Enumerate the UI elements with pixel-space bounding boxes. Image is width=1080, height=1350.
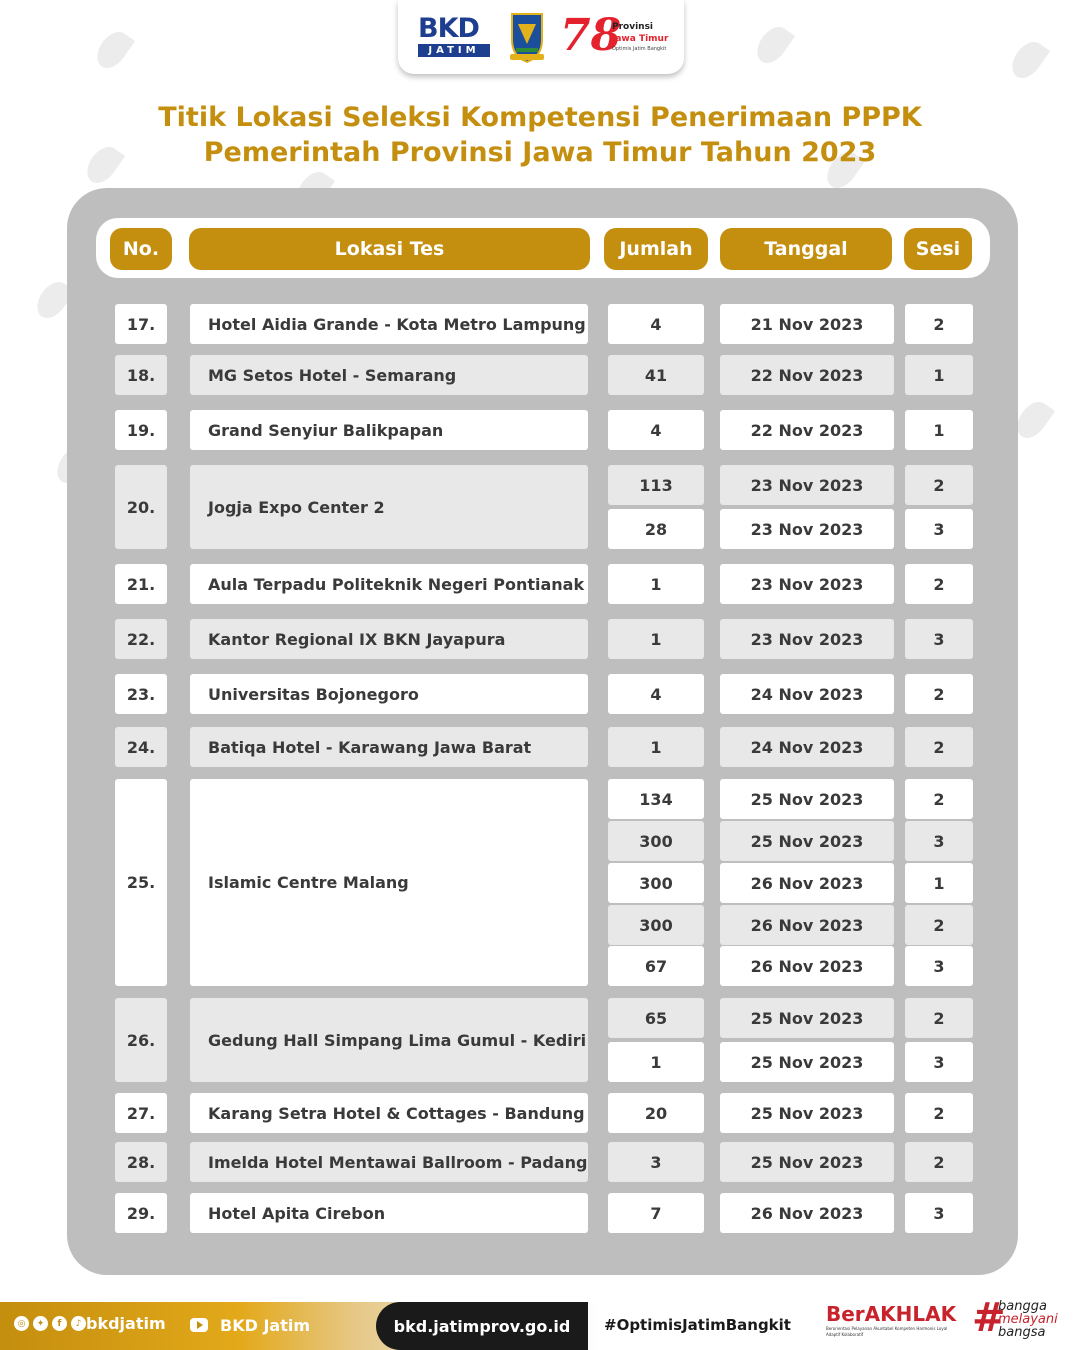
title-line-1: Titik Lokasi Seleksi Kompetensi Penerimaan PPPK [158,102,922,133]
row-sesi: 2 [905,304,973,344]
row-tanggal: 24 Nov 2023 [720,727,894,767]
row-sesi: 2 [905,727,973,767]
row-jumlah: 65 [608,998,704,1038]
row-sesi: 1 [905,863,973,903]
bangga-melayani-bangsa-logo: # bangga melayani bangsa [972,1295,1058,1341]
row-number: 18. [115,355,167,395]
row-tanggal: 26 Nov 2023 [720,946,894,986]
row-jumlah: 300 [608,863,704,903]
row-tanggal: 24 Nov 2023 [720,674,894,714]
row-sesi: 3 [905,509,973,549]
row-jumlah: 4 [608,304,704,344]
berakhlak-subtitle: Berorientasi Pelayanan Akuntabel Kompeten Harmonis Loyal Adaptif Kolaboratif [826,1326,948,1337]
instagram-icon[interactable]: ◎ [14,1316,29,1331]
row-tanggal: 25 Nov 2023 [720,821,894,861]
row-number: 26. [115,998,167,1082]
row-number: 25. [115,779,167,986]
row-tanggal: 26 Nov 2023 [720,905,894,945]
leaf-decoration [91,26,135,74]
row-sesi: 1 [905,410,973,450]
hashtag: #OptimisJatimBangkit [604,1316,791,1334]
row-sesi: 1 [905,355,973,395]
column-header-tanggal: Tanggal [720,228,892,270]
row-jumlah: 20 [608,1093,704,1133]
bkd-logo-subtext: JATIM [418,44,490,57]
row-sesi: 3 [905,1193,973,1233]
row-jumlah: 1 [608,564,704,604]
row-jumlah: 4 [608,674,704,714]
anniversary-line2: Jawa Timur [612,34,669,44]
row-jumlah: 3 [608,1142,704,1182]
row-number: 21. [115,564,167,604]
youtube-icon[interactable] [190,1318,208,1332]
row-tanggal: 26 Nov 2023 [720,1193,894,1233]
row-location: Aula Terpadu Politeknik Negeri Pontianak [190,564,588,604]
row-tanggal: 23 Nov 2023 [720,564,894,604]
column-header-jumlah: Jumlah [604,228,708,270]
row-tanggal: 25 Nov 2023 [720,998,894,1038]
row-sesi: 2 [905,1093,973,1133]
row-number: 24. [115,727,167,767]
bkd-logo-text: BKD [418,13,479,44]
youtube-channel[interactable]: BKD Jatim [220,1316,310,1335]
row-jumlah: 67 [608,946,704,986]
tiktok-icon[interactable]: ♪ [71,1316,86,1331]
row-location: Hotel Aidia Grande - Kota Metro Lampung [190,304,588,344]
row-jumlah: 1 [608,619,704,659]
row-sesi: 2 [905,779,973,819]
column-header-sesi: Sesi [904,228,972,270]
row-location: Jogja Expo Center 2 [190,465,588,549]
leaf-decoration [751,21,795,69]
row-jumlah: 4 [608,410,704,450]
row-tanggal: 22 Nov 2023 [720,410,894,450]
row-location: Kantor Regional IX BKN Jayapura [190,619,588,659]
berakhlak-logo [826,1302,956,1342]
row-location: Karang Setra Hotel & Cottages - Bandung [190,1093,588,1133]
anniversary-number: 78 [560,10,622,61]
row-sesi: 2 [905,998,973,1038]
bangga-word-2: melayani [998,1312,1058,1327]
title-line-2: Pemerintah Provinsi Jawa Timur Tahun 2023 [203,137,877,168]
twitter-icon[interactable]: ✦ [33,1316,48,1331]
row-tanggal: 23 Nov 2023 [720,619,894,659]
row-sesi: 3 [905,1042,973,1082]
east-java-crest-icon [508,10,546,64]
row-jumlah: 7 [608,1193,704,1233]
column-header-no: No. [110,228,172,270]
row-tanggal: 25 Nov 2023 [720,1093,894,1133]
row-sesi: 3 [905,821,973,861]
social-handle[interactable]: bkdjatim [86,1314,166,1333]
row-jumlah: 134 [608,779,704,819]
row-number: 28. [115,1142,167,1182]
row-tanggal: 23 Nov 2023 [720,509,894,549]
row-location: Grand Senyiur Balikpapan [190,410,588,450]
row-number: 20. [115,465,167,549]
leaf-decoration [1006,36,1050,84]
row-number: 22. [115,619,167,659]
page-title [0,100,1080,170]
row-sesi: 2 [905,465,973,505]
anniversary-line1: Provinsi [612,22,654,32]
website-url[interactable]: bkd.jatimprov.go.id [376,1302,588,1350]
bangga-word-3: bangsa [998,1325,1046,1340]
bkd-jatim-logo [418,14,494,60]
anniversary-line3: Optimis Jatim Bangkit [612,46,667,52]
row-tanggal: 21 Nov 2023 [720,304,894,344]
row-number: 27. [115,1093,167,1133]
row-sesi: 3 [905,619,973,659]
bangga-word-1: bangga [998,1299,1047,1314]
row-number: 29. [115,1193,167,1233]
row-location: MG Setos Hotel - Semarang [190,355,588,395]
row-jumlah: 113 [608,465,704,505]
row-tanggal: 23 Nov 2023 [720,465,894,505]
row-tanggal: 26 Nov 2023 [720,863,894,903]
logo-header [398,0,684,74]
row-tanggal: 22 Nov 2023 [720,355,894,395]
anniversary-78-logo [560,10,670,64]
row-tanggal: 25 Nov 2023 [720,1042,894,1082]
facebook-icon[interactable]: f [52,1316,67,1331]
row-location: Universitas Bojonegoro [190,674,588,714]
row-jumlah: 300 [608,905,704,945]
row-sesi: 3 [905,946,973,986]
row-location: Imelda Hotel Mentawai Ballroom - Padang [190,1142,588,1182]
social-icons [14,1316,86,1331]
row-jumlah: 41 [608,355,704,395]
row-tanggal: 25 Nov 2023 [720,779,894,819]
row-sesi: 2 [905,674,973,714]
row-number: 23. [115,674,167,714]
row-location: Batiqa Hotel - Karawang Jawa Barat [190,727,588,767]
row-sesi: 2 [905,1142,973,1182]
row-jumlah: 1 [608,727,704,767]
row-sesi: 2 [905,905,973,945]
row-number: 17. [115,304,167,344]
row-location: Gedung Hall Simpang Lima Gumul - Kediri [190,998,588,1082]
row-sesi: 2 [905,564,973,604]
row-jumlah: 1 [608,1042,704,1082]
row-jumlah: 28 [608,509,704,549]
row-location: Islamic Centre Malang [190,779,588,986]
row-tanggal: 25 Nov 2023 [720,1142,894,1182]
row-location: Hotel Apita Cirebon [190,1193,588,1233]
berakhlak-title: BerAKHLAK [826,1302,957,1326]
column-header-lokasi: Lokasi Tes [189,228,590,270]
row-jumlah: 300 [608,821,704,861]
row-number: 19. [115,410,167,450]
